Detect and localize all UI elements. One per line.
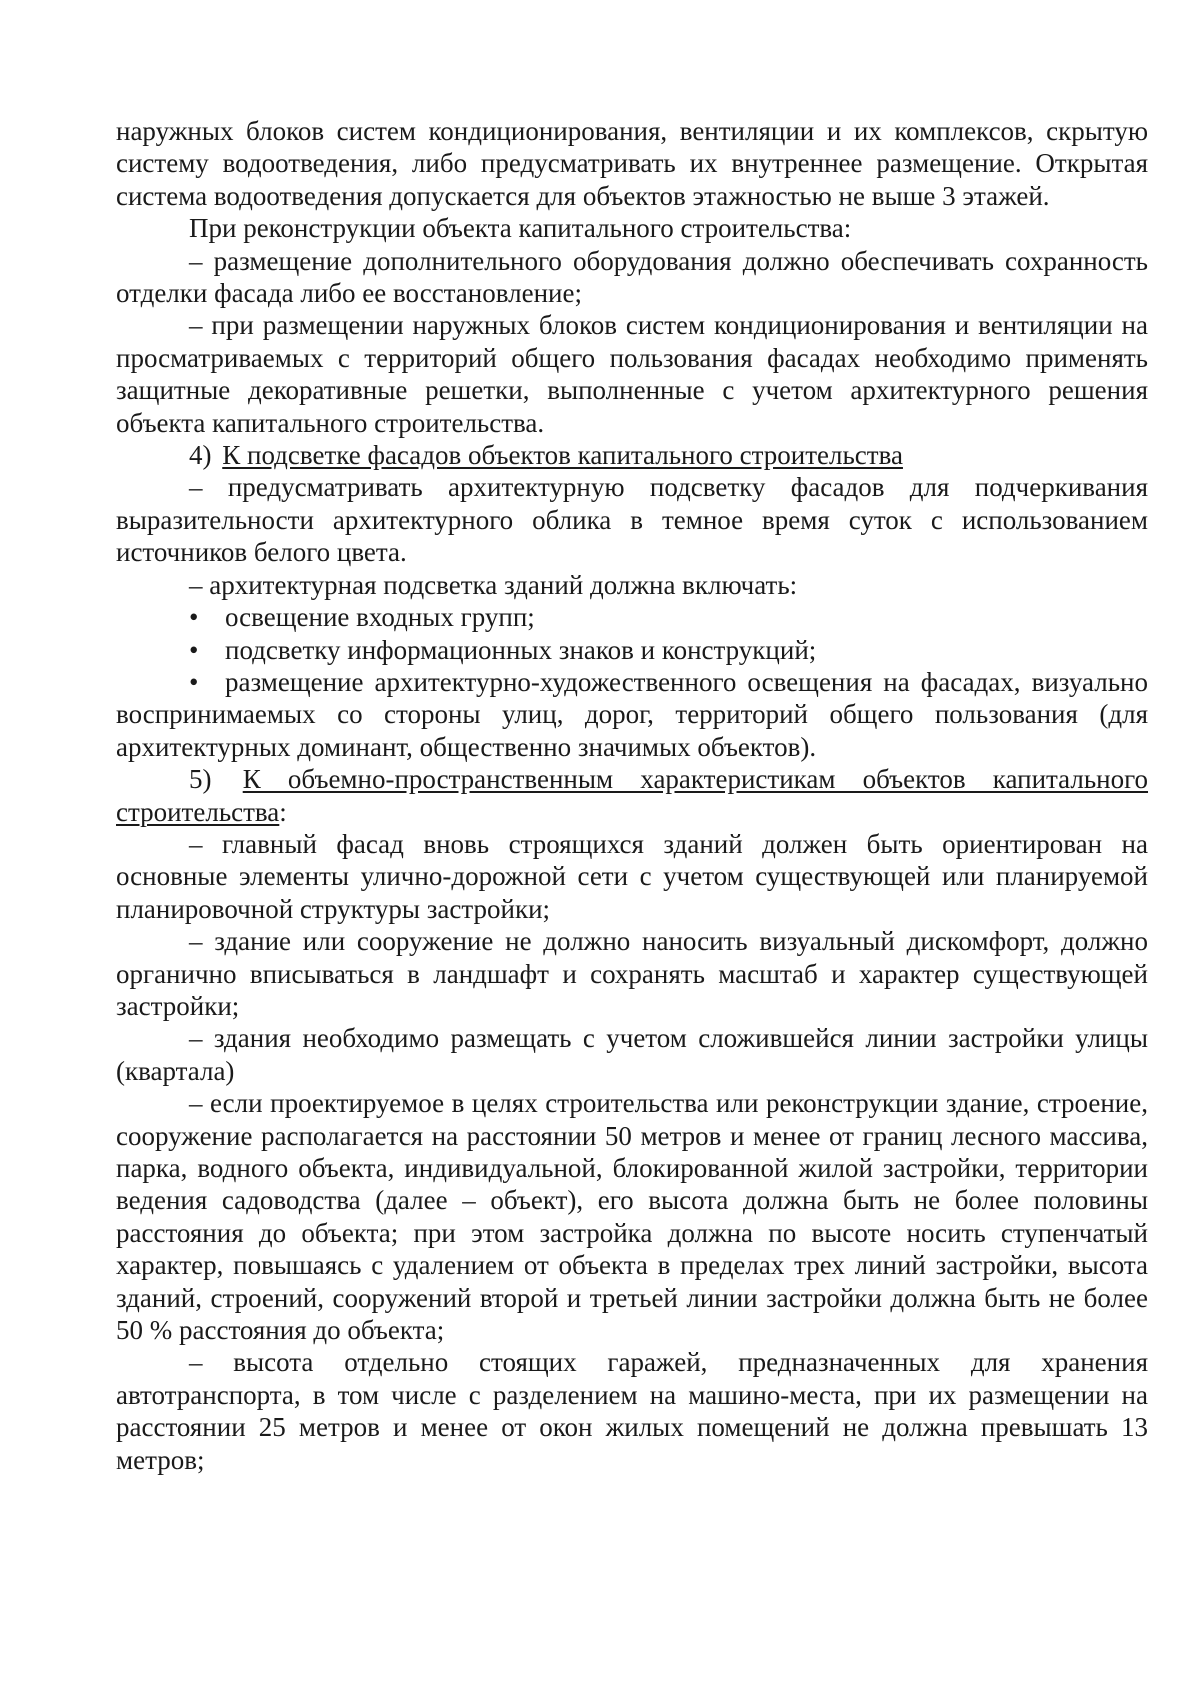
- paragraph-equipment-placement: – размещение дополнительного оборудования должно обеспечивать сохранность отделки фасада либо ее восстановление;: [116, 245, 1148, 309]
- bullet-item: [116, 634, 1148, 666]
- paragraph-reconstruction-intro: При реконструкции объекта капитального строительства:: [189, 213, 852, 244]
- section-number-4: 4): [189, 440, 212, 471]
- paragraph-height-limit: – если проектируемое в целях строительства или реконструкции здание, строение, сооружение располагается на расстоянии 50 метров и менее от границ лесного массива, парка, водного объекта, индивидуальной, блокированной жилой застройки, территории ведения садоводства (далее – объект), его высота должна быть не более половины расстояния до объекта; при этом застройка должна по высоте носить ступенчатый характер, повышаясь с удалением от объекта в пределах трех линий застройки, высота зданий, строений, сооружений второй и третьей линии застройки должна быть не более 50 % расстояния до объекта;: [116, 1088, 1148, 1346]
- bullet-icon: •: [189, 634, 199, 665]
- paragraph-lighting-includes: – архитектурная подсветка зданий должна включать:: [189, 569, 798, 600]
- bullet-item: [116, 601, 1148, 633]
- paragraph-continuation: наружных блоков систем кондиционирования, вентиляции и их комплексов, скрытую систему водоотведения, либо предусматривать их внутреннее размещение. Открытая система водоотведения допускается для объектов этажностью не выше 3 этажей.: [116, 116, 1148, 211]
- section-heading-5: [116, 763, 1148, 828]
- paragraph-decorative-grilles: – при размещении наружных блоков систем кондиционирования и вентиляции на просматриваемых с территорий общего пользования фасадах необходимо применять защитные декоративные решетки, выполненные с учетом архитектурного решения объекта капитального строительства.: [116, 310, 1148, 438]
- section-title-4: К подсветке фасадов объектов капитального строительства: [222, 440, 903, 471]
- paragraph-main-facade: – главный фасад вновь строящихся зданий должен быть ориентирован на основные элементы улично-дорожной сети с учетом существующей или планируемой планировочной структуры застройки;: [116, 828, 1148, 924]
- paragraph-visual-discomfort: – здание или сооружение не должно наносить визуальный дискомфорт, должно органично вписываться в ландшафт и сохранять масштаб и характер существующей застройки;: [116, 926, 1148, 1021]
- bullet-icon: •: [189, 666, 199, 697]
- section-number-5: 5): [189, 764, 212, 795]
- bullet-text: размещение архитектурно-художественного освещения на фасадах, визуально воспринимаемых со стороны улиц, дорог, территорий общего пользования (для архитектурных доминант, общественно значимых объектов).: [116, 666, 1148, 762]
- section-heading-4: [116, 439, 1148, 471]
- section-title-5-suffix: :: [279, 796, 287, 827]
- bullet-item: [116, 666, 1148, 763]
- section-title-5: К объемно-пространственным характеристикам объектов капитального строительства: [116, 764, 1149, 827]
- bullet-text: освещение входных групп;: [225, 602, 535, 633]
- paragraph-facade-lighting: – предусматривать архитектурную подсветку фасадов для подчеркивания выразительности архитектурного облика в темное время суток с использованием источников белого цвета.: [116, 472, 1148, 568]
- paragraph-garage-height: – высота отдельно стоящих гаражей, предназначенных для хранения автотранспорта, в том числе с разделением на машино-места, при их размещении на расстоянии 25 метров и менее от окон жилых помещений не должна превышать 13 метров;: [116, 1347, 1148, 1475]
- paragraph-building-line: – здания необходимо размещать с учетом сложившейся линии застройки улицы (квартала): [116, 1023, 1148, 1086]
- bullet-text: подсветку информационных знаков и конструкций;: [225, 634, 817, 665]
- document-body: [116, 115, 1148, 1476]
- bullet-icon: •: [189, 602, 199, 633]
